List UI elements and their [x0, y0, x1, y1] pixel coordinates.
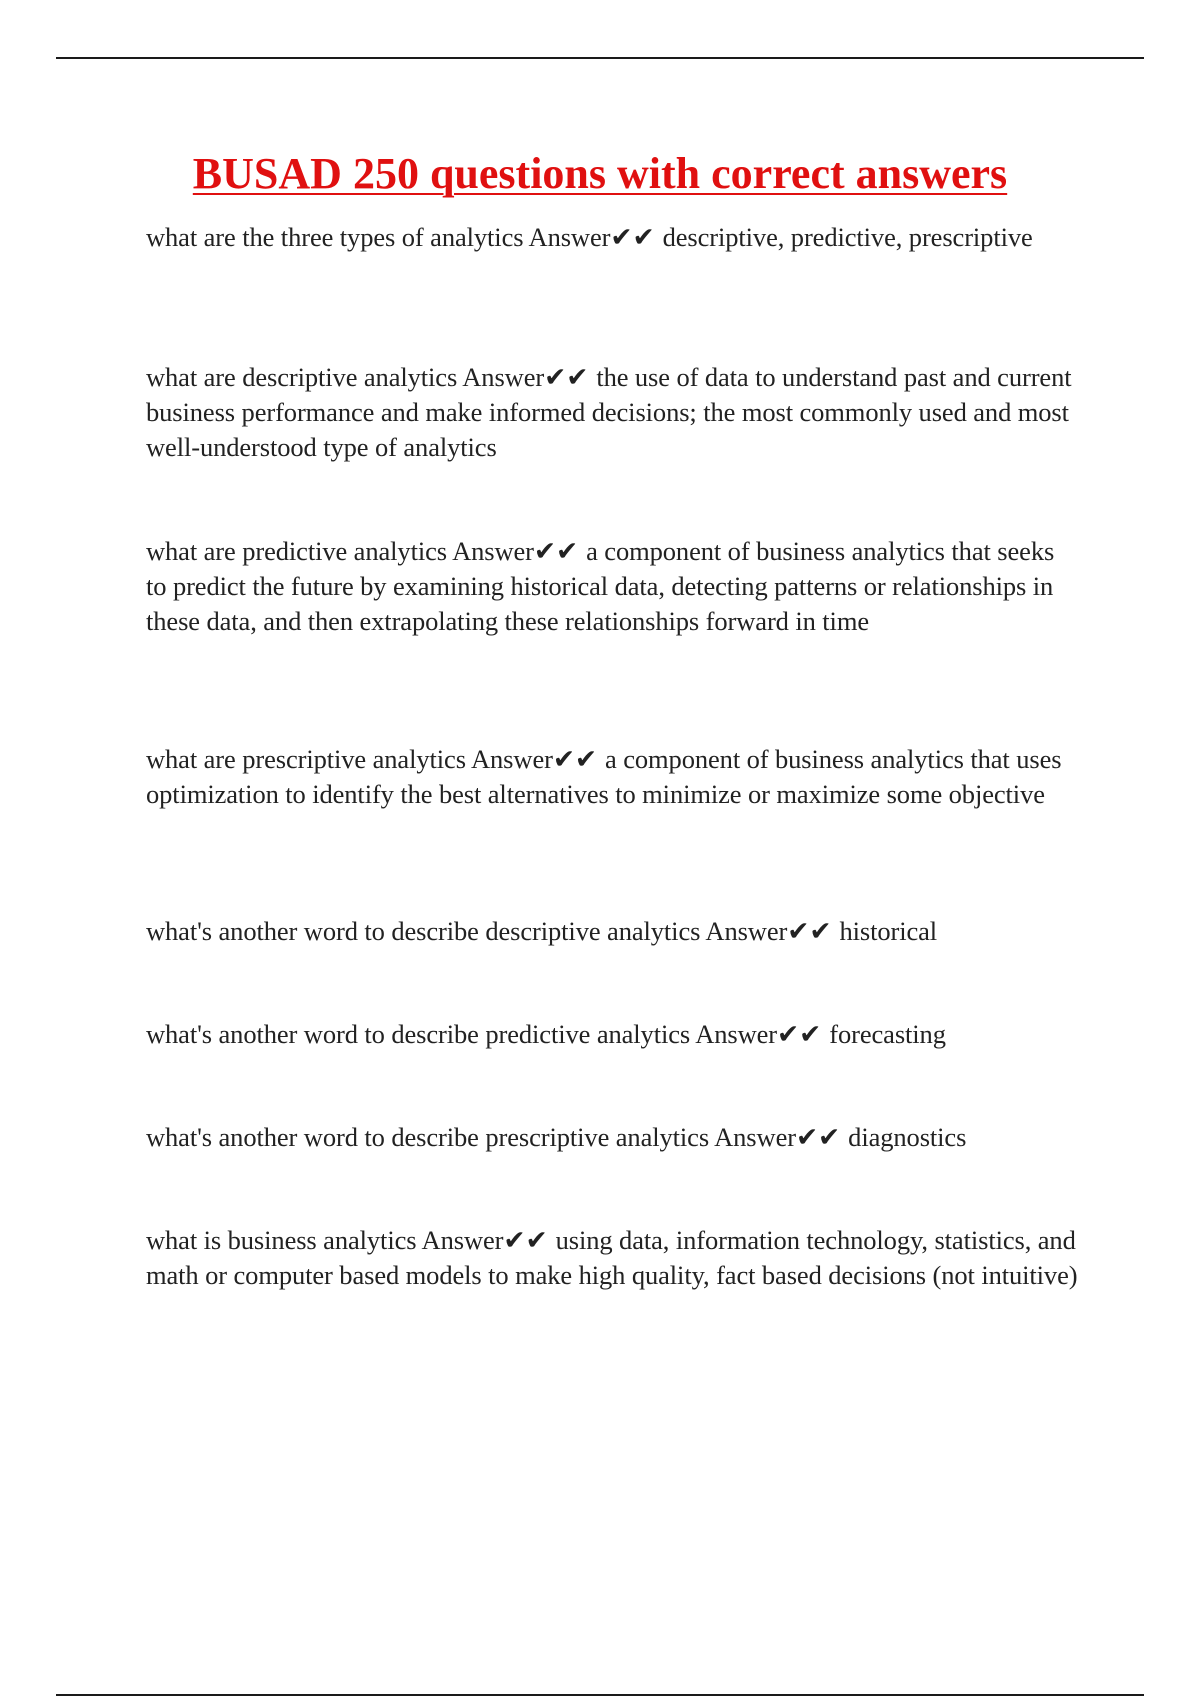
question-text: what's another word to describe predictive analytics [146, 1019, 691, 1049]
answer-text: historical [839, 916, 938, 946]
top-rule [56, 57, 1144, 59]
question-text: what's another word to describe prescriptive analytics [146, 1122, 710, 1152]
answer-text: a component of business analytics that seeks to predict the future by examining historical data, detecting patterns or relationships in these data, and then extrapolating these relationships forward in time [146, 536, 1055, 636]
answer-text: diagnostics [848, 1122, 967, 1152]
question-text: what is business analytics [146, 1225, 417, 1255]
answer-text: the use of data to understand past and current business performance and make informed decisions; the most commonly used and most well-understood type of analytics [146, 362, 1072, 462]
question-text: what are prescriptive analytics [146, 744, 466, 774]
answer-marker: Answer✔✔ [452, 536, 579, 566]
answer-marker: Answer✔✔ [421, 1225, 548, 1255]
qa-entry [146, 1120, 1081, 1155]
bottom-rule [56, 1694, 1144, 1696]
qa-entry [146, 220, 1081, 255]
qa-entry [146, 360, 1081, 465]
qa-entry [146, 1017, 1081, 1052]
question-text: what are the three types of analytics [146, 222, 524, 252]
answer-marker: Answer✔✔ [714, 1122, 841, 1152]
document-title: BUSAD 250 questions with correct answers [192, 149, 1008, 198]
answer-text: using data, information technology, statistics, and math or computer based models to make high quality, fact based decisions (not intuitive) [146, 1225, 1078, 1290]
question-text: what are descriptive analytics [146, 362, 458, 392]
answer-marker: Answer✔✔ [705, 916, 832, 946]
qa-entry [146, 1223, 1081, 1293]
qa-entry [146, 742, 1081, 812]
question-text: what's another word to describe descriptive analytics [146, 916, 701, 946]
answer-marker: Answer✔✔ [528, 222, 655, 252]
answer-marker: Answer✔✔ [462, 362, 589, 392]
answer-marker: Answer✔✔ [471, 744, 598, 774]
qa-entry [146, 534, 1081, 639]
answer-text: a component of business analytics that uses optimization to identify the best alternatives to minimize or maximize some objective [146, 744, 1062, 809]
qa-entry [146, 914, 1081, 949]
answer-text: forecasting [829, 1019, 946, 1049]
question-text: what are predictive analytics [146, 536, 447, 566]
answer-text: descriptive, predictive, prescriptive [662, 222, 1033, 252]
answer-marker: Answer✔✔ [695, 1019, 822, 1049]
